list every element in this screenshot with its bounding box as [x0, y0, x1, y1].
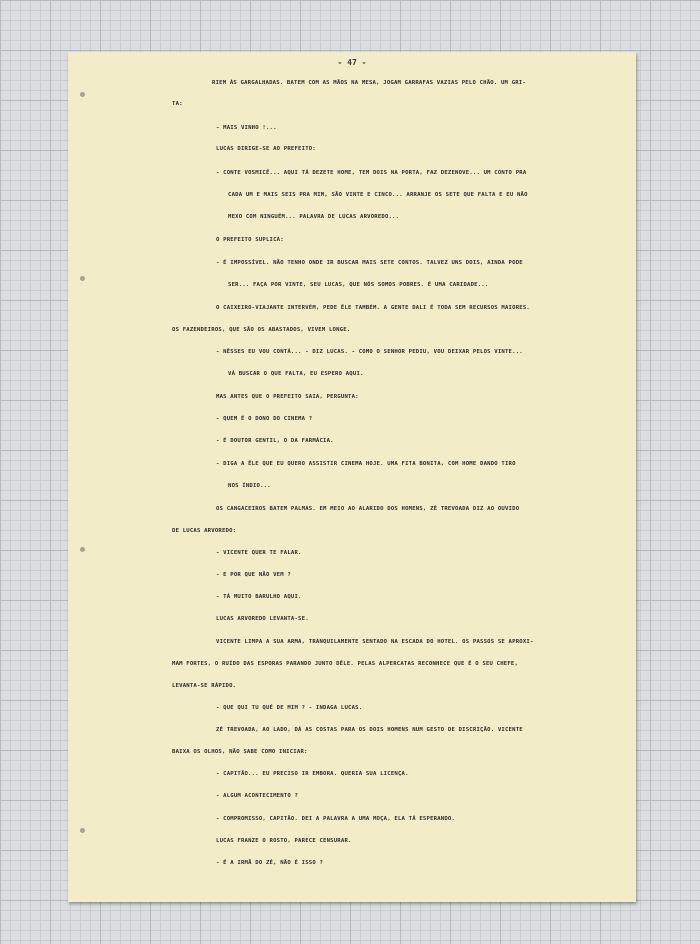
text-line: - CONTE VOSMICÊ... AQUI TÁ DEZETE HOME, TEM DOIS NA PORTA, FAZ DEZENOVE... UM CONTO PRA: [216, 170, 527, 176]
text-line: LUCAS DIRIGE-SE AO PREFEITO:: [216, 146, 316, 152]
text-line: VÁ BUSCAR O QUE FALTA, EU ESPERO AQUI.: [228, 371, 364, 377]
text-line: - É IMPOSSÍVEL. NÃO TENHO ONDE IR BUSCAR MAIS SETE CONTOS. TALVEZ UNS DOIS, AINDA PODE: [216, 260, 523, 266]
text-line: - MAIS VINHO !...: [216, 125, 277, 131]
text-line: BAIXA OS OLHOS, NÃO SABE COMO INICIAR:: [172, 749, 308, 755]
text-line: - É A IRMÃ DO ZÉ, NÃO É ISSO ?: [216, 860, 324, 866]
text-line: - COMPROMISSO, CAPITÃO. DEI A PALAVRA A UMA MOÇA, ELA TÁ ESPERANDO.: [216, 816, 456, 822]
text-line: - QUE QUI TU QUÉ DE MIM ? - INDAGA LUCAS.: [216, 705, 363, 711]
punch-hole: [80, 276, 85, 281]
text-line: O CAIXEIRO-VIAJANTE INTERVÉM, PEDE ÊLE TAMBÉM. A GENTE DALI É TODA SEM RECURSOS MAIORES.: [216, 305, 530, 311]
text-line: ZÉ TREVOADA, AO LADO, DÁ AS COSTAS PARA OS DOIS HOMENS NUM GESTO DE DISCRIÇÃO. VICENTE: [216, 727, 523, 733]
text-line: RIEM ÀS GARGALHADAS. BATEM COM AS MÃOS NA MESA, JOGAM GARRAFAS VAZIAS PELO CHÃO. UM GRI-: [212, 80, 526, 86]
page-number: - 47 -: [337, 58, 367, 67]
typed-page: [68, 52, 636, 902]
text-line: - TÁ MUITO BARULHO AQUI.: [216, 594, 302, 600]
text-line: CADA UM E MAIS SEIS PRA MIM, SÃO VINTE E CINCO... ARRANJE OS SETE QUE FALTA E EU NÃO: [228, 192, 528, 198]
text-line: - VICENTE QUER TE FALAR.: [216, 550, 302, 556]
text-line: LEVANTA-SE RÁPIDO.: [172, 683, 237, 689]
text-line: - CAPITÃO... EU PRECISO IR EMBORA. QUERIA SUA LICENÇA.: [216, 771, 409, 777]
text-line: MEXO COM NINGUÉM... PALAVRA DE LUCAS ARVOREDO...: [228, 214, 400, 220]
text-line: - ALGUM ACONTECIMENTO ?: [216, 793, 299, 799]
text-line: LUCAS FRANZE O ROSTO, PARECE CENSURAR.: [216, 838, 352, 844]
text-line: LUCAS ARVOREDO LEVANTA-SE.: [216, 616, 309, 622]
punch-hole: [80, 92, 85, 97]
text-line: OS CANGACEIROS BATEM PALMAS. EM MEIO AO ALARIDO DOS HOMENS, ZÉ TREVOADA DIZ AO OUVIDO: [216, 506, 520, 512]
text-line: - É DOUTOR GENTIL, O DA FARMÁCIA.: [216, 438, 334, 444]
text-line: SER... FAÇA POR VINTE, SEU LUCAS, QUE NÓS SOMOS POBRES. É UMA CARIDADE...: [228, 282, 489, 288]
text-line: NOS ÍNDIO...: [228, 483, 271, 489]
text-line: - E POR QUE NÃO VEM ?: [216, 572, 291, 578]
text-line: DE LUCAS ARVOREDO:: [172, 528, 237, 534]
text-line: O PREFEITO SUPLICA:: [216, 237, 284, 243]
punch-hole: [80, 828, 85, 833]
text-line: TA:: [172, 101, 183, 107]
text-line: OS FAZENDEIROS, QUE SÃO OS ABASTADOS, VIVEM LONGE.: [172, 327, 351, 333]
text-line: MAS ANTES QUE O PREFEITO SAIA, PERGUNTA:: [216, 394, 359, 400]
text-line: - QUEM É O DONO DO CINEMA ?: [216, 416, 313, 422]
text-line: - NÊSSES EU VOU CONTÁ... - DIZ LUCAS. - COMO O SENHOR PEDIU, VOU DEIXAR PELOS VINTE...: [216, 349, 523, 355]
text-line: MAM FORTES, O RUÍDO DAS ESPORAS PARANDO JUNTO DÊLE. PELAS ALPERCATAS RECONHECE QUE É O SEU CHEFE,: [172, 661, 519, 667]
text-line: - DIGA A ÊLE QUE EU QUERO ASSISTIR CINEMA HOJE. UMA FITA BONITA, COM HOME DANDO TIRO: [216, 461, 516, 467]
punch-hole: [80, 547, 85, 552]
text-line: VICENTE LIMPA A SUA ARMA, TRANQUILAMENTE SENTADO NA ESCADA DO HOTEL. OS PASSOS SE APROXI-: [216, 639, 534, 645]
